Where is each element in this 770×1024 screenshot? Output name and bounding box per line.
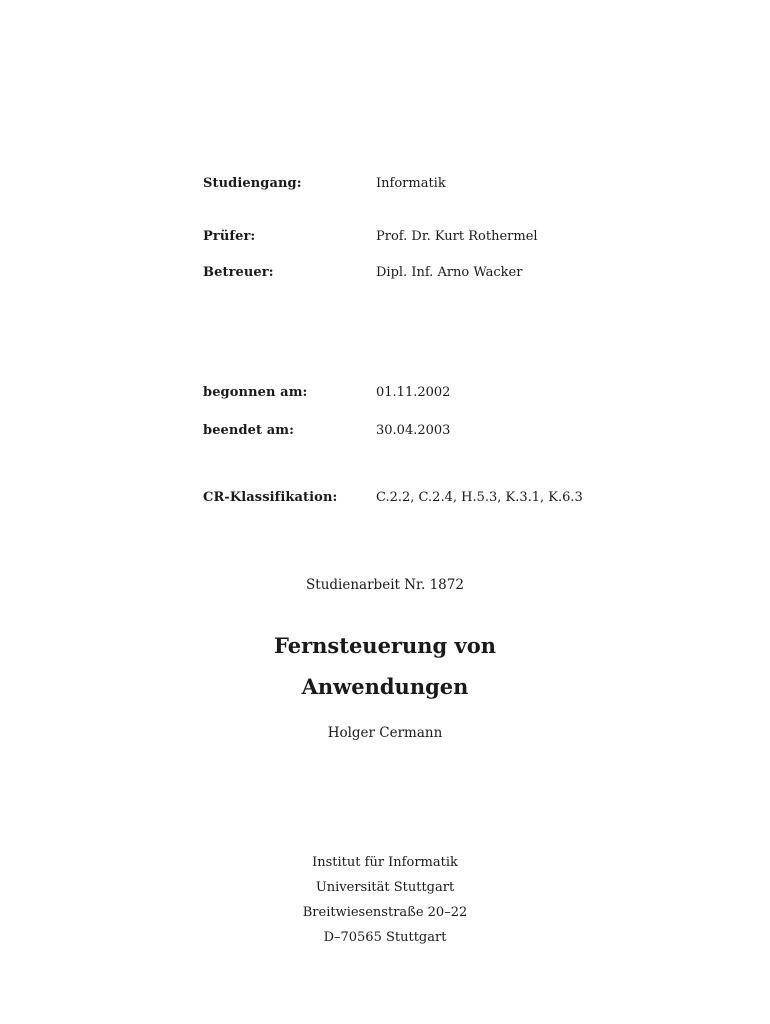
label-betreuer: Betreuer: [203,265,274,280]
value-cr-klassifikation: C.2.2, C.2.4, H.5.3, K.3.1, K.6.3 [376,490,583,505]
address-city: D–70565 Stuttgart [323,930,447,945]
work-number: Studienarbeit Nr. 1872 [306,577,464,593]
address-institute: Institut für Informatik [312,855,458,870]
label-studiengang: Studiengang: [203,176,302,191]
value-pruefer: Prof. Dr. Kurt Rothermel [376,229,538,244]
value-begonnen: 01.11.2002 [376,385,451,400]
value-studiengang: Informatik [376,176,446,191]
value-betreuer: Dipl. Inf. Arno Wacker [376,265,523,280]
title-line-2: Anwendungen [301,674,469,699]
address-university: Universität Stuttgart [315,880,455,895]
label-pruefer: Prüfer: [203,229,256,244]
author-name: Holger Cermann [327,725,443,741]
label-beendet: beendet am: [203,423,295,438]
title-line-1: Fernsteuerung von [273,633,497,658]
address-street: Breitwiesenstraße 20–22 [302,905,468,920]
value-beendet: 30.04.2003 [376,423,451,438]
label-begonnen: begonnen am: [203,385,308,400]
label-cr-klassifikation: CR-Klassifikation: [203,490,338,505]
